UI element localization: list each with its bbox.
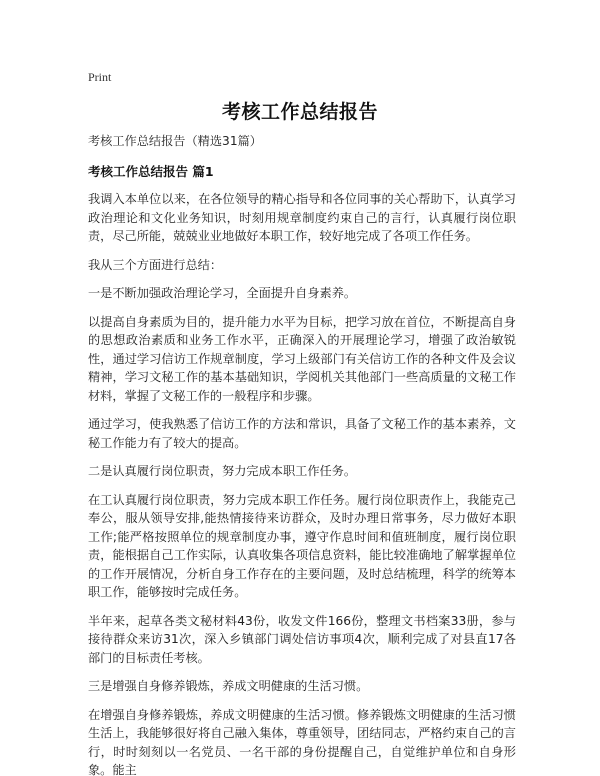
paragraph-cultivation-detail: 在增强自身修养锻炼，养成文明健康的生活习惯。修养锻炼文明健康的生活习惯生活上，我能够很好将自己融入集体，尊重领导，团结同志，严格约束自己的言行，时时刻刻以一名党员、一名干部的身份提醒自己，自觉维护单位和自身形象。能主 — [88, 707, 516, 776]
document-body — [88, 132, 516, 776]
document-title: 考核工作总结报告 — [221, 101, 378, 123]
print-link[interactable]: Print — [88, 70, 112, 84]
document-subtitle: 考核工作总结报告（精选31篇） — [88, 134, 262, 148]
paragraph-duty-detail: 在工认真履行岗位职责，努力完成本职工作任务。履行岗位职责作上，我能克己奉公，服从领导安排,能热情接待来访群众，及时办理日常事务，尽力做好本职工作;能严格按照单位的规章制度办事，遵守作息时间和值班制度，履行岗位职责，能根据自己工作实际，认真收集各项信息资料，能比较准确地了解掌握单位的工作开展情况，分析自身工作存在的主要问题，及时总结梳理，科学的统筹本职工作，能够按时完成任务。 — [88, 492, 516, 599]
paragraph-study-detail: 以提高自身素质为目的，提升能力水平为目标，把学习放在首位，不断提高自身的思想政治素质和业务工作水平，正确深入的开展理论学习，增强了政治敏锐性，通过学习信访工作规章制度，学习上级部门有关信访工作的各种文件及会议精神，学习文秘工作的基本基础知识，学阅机关其他部门一些高质量的文秘工作材料，掌握了文秘工作的一般程序和步骤。 — [88, 314, 516, 403]
paragraph-point-two: 二是认真履行岗位职责，努力完成本职工作任务。 — [88, 464, 357, 478]
paragraph-point-one: 一是不断加强政治理论学习，全面提升自身素养。 — [88, 286, 357, 300]
section-heading: 考核工作总结报告 篇1 — [88, 163, 214, 179]
paragraph-point-three: 三是增强自身修养锻炼，养成文明健康的生活习惯。 — [88, 679, 369, 693]
paragraph-half-year-stats: 半年来，起草各类文秘材料43份，收发文件166份，整理文书档案33册，参与接待群众来访31次，深入乡镇部门调处信访事项4次，顺利完成了对县直17各部门的目标责任考核。 — [88, 613, 516, 665]
paragraph-summary-lead: 我从三个方面进行总结： — [88, 257, 223, 272]
paragraph-study-result: 通过学习，使我熟悉了信访工作的方法和常识，具备了文秘工作的基本素养，文秘工作能力有了较大的提高。 — [88, 417, 516, 450]
paragraph-intro: 我调入本单位以来，在各位领导的精心指导和各位同事的关心帮助下，认真学习政治理论和文化业务知识，时刻用规章制度约束自己的言行，认真履行岗位职责，尽己所能，兢兢业业地做好本职工作，较好地完成了各项工作任务。 — [88, 192, 516, 243]
